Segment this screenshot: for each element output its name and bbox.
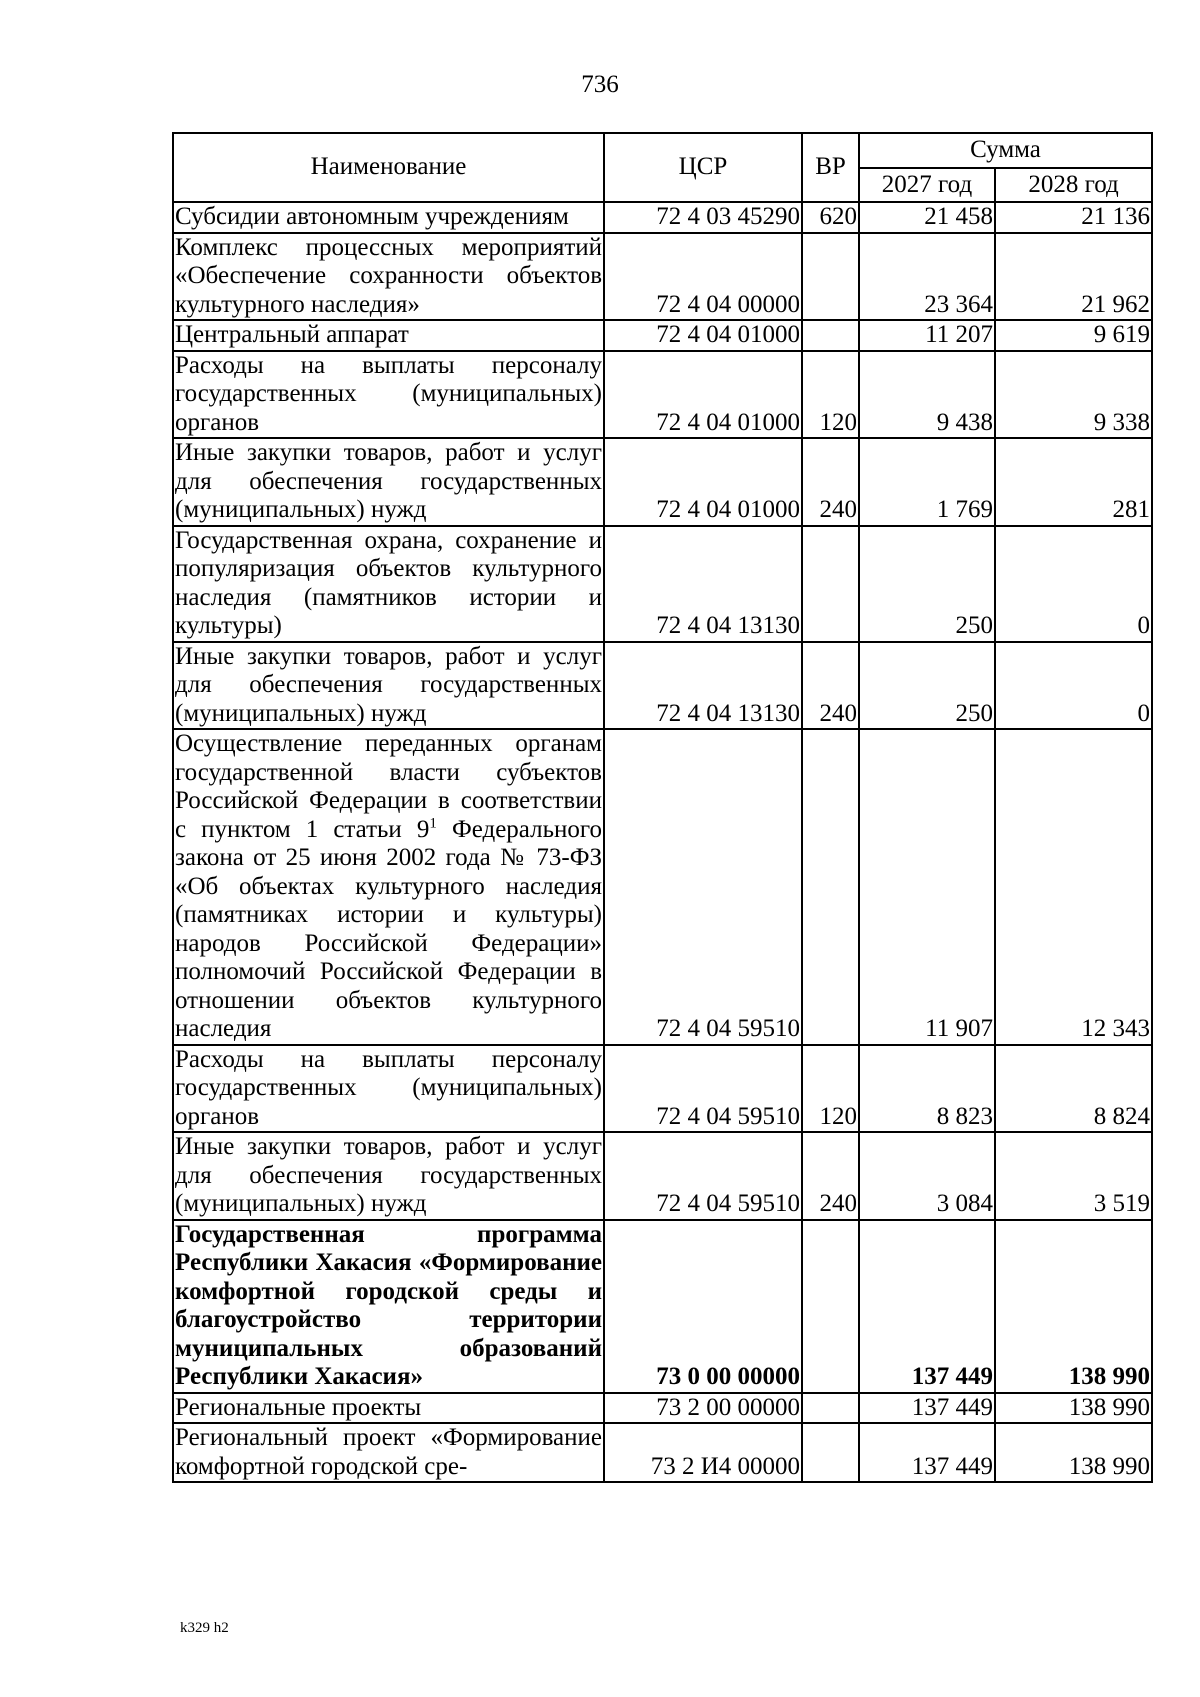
row-name: Иные закупки товаров, работ и услуг для обеспечения государственных (муниципальных) нужд <box>173 1132 604 1220</box>
header-year-2028: 2028 год <box>995 168 1152 203</box>
row-name <box>173 729 604 1045</box>
row-sum-2027: 250 <box>859 642 995 730</box>
row-sum-2027: 11 907 <box>859 729 995 1045</box>
row-csr: 72 4 04 13130 <box>604 642 802 730</box>
row-sum-2027: 11 207 <box>859 320 995 351</box>
row-sum-2027: 137 449 <box>859 1393 995 1424</box>
header-year-2027: 2027 год <box>859 168 995 203</box>
row-name: Иные закупки товаров, работ и услуг для обеспечения государственных (муниципальных) нужд <box>173 642 604 730</box>
row-vr: 240 <box>802 642 859 730</box>
row-vr <box>802 233 859 321</box>
row-name-part2: Федерального закона от 25 июня 2002 года № 73-ФЗ «Об объектах культурного наследия (памятниках истории и культуры) народов Российской Федерации» полномочий Российской Федерации в отношении объектов культурного наследия <box>175 815 602 1042</box>
header-sum: Сумма <box>859 133 1152 168</box>
row-sum-2028: 138 990 <box>995 1393 1152 1424</box>
row-name: Субсидии автономным учреждениям <box>173 202 604 233</box>
header-vr: ВР <box>802 133 859 202</box>
row-vr <box>802 1423 859 1482</box>
row-sum-2028: 8 824 <box>995 1045 1152 1133</box>
row-sum-2028: 12 343 <box>995 729 1152 1045</box>
row-sum-2028: 21 962 <box>995 233 1152 321</box>
row-vr: 240 <box>802 438 859 526</box>
header-name: Наименование <box>173 133 604 202</box>
row-name: Расходы на выплаты персоналу государственных (муниципальных) органов <box>173 1045 604 1133</box>
row-sum-2028: 138 990 <box>995 1220 1152 1393</box>
row-sum-2028: 0 <box>995 642 1152 730</box>
table-row <box>173 320 1152 351</box>
row-name: Региональный проект «Формирование комфортной городской сре- <box>173 1423 604 1482</box>
row-sum-2028: 9 338 <box>995 351 1152 439</box>
table-row <box>173 526 1152 642</box>
row-sum-2027: 137 449 <box>859 1423 995 1482</box>
row-csr: 72 4 04 01000 <box>604 320 802 351</box>
row-csr: 72 4 03 45290 <box>604 202 802 233</box>
row-vr <box>802 526 859 642</box>
row-vr <box>802 320 859 351</box>
footer-document-code: k329 h2 <box>180 1620 229 1636</box>
row-csr: 72 4 04 59510 <box>604 1132 802 1220</box>
table-row <box>173 729 1152 1045</box>
table-row <box>173 1393 1152 1424</box>
row-csr: 73 0 00 00000 <box>604 1220 802 1393</box>
row-sum-2027: 137 449 <box>859 1220 995 1393</box>
table-row <box>173 1132 1152 1220</box>
row-sum-2028: 3 519 <box>995 1132 1152 1220</box>
row-sum-2027: 23 364 <box>859 233 995 321</box>
row-name: Иные закупки товаров, работ и услуг для обеспечения государственных (муниципальных) нужд <box>173 438 604 526</box>
row-name: Комплекс процессных мероприятий «Обеспечение сохранности объектов культурного наследия» <box>173 233 604 321</box>
row-name: Государственная охрана, сохранение и популяризация объектов культурного наследия (памятников истории и культуры) <box>173 526 604 642</box>
row-sum-2027: 1 769 <box>859 438 995 526</box>
row-sum-2028: 0 <box>995 526 1152 642</box>
row-sum-2027: 250 <box>859 526 995 642</box>
table-header-row <box>173 133 1152 168</box>
table-row <box>173 1423 1152 1482</box>
row-csr: 73 2 И4 00000 <box>604 1423 802 1482</box>
row-name: Региональные проекты <box>173 1393 604 1424</box>
row-vr: 120 <box>802 351 859 439</box>
footnote-superscript: 1 <box>429 815 437 832</box>
table-row <box>173 642 1152 730</box>
row-vr: 620 <box>802 202 859 233</box>
row-csr: 72 4 04 01000 <box>604 438 802 526</box>
row-sum-2028: 281 <box>995 438 1152 526</box>
table-row <box>173 351 1152 439</box>
row-name: Расходы на выплаты персоналу государственных (муниципальных) органов <box>173 351 604 439</box>
row-sum-2027: 8 823 <box>859 1045 995 1133</box>
row-csr: 72 4 04 00000 <box>604 233 802 321</box>
table-row <box>173 233 1152 321</box>
table-row <box>173 202 1152 233</box>
row-csr: 72 4 04 59510 <box>604 729 802 1045</box>
row-csr: 72 4 04 01000 <box>604 351 802 439</box>
row-sum-2027: 9 438 <box>859 351 995 439</box>
row-csr: 72 4 04 13130 <box>604 526 802 642</box>
table-row <box>173 438 1152 526</box>
row-vr: 120 <box>802 1045 859 1133</box>
row-csr: 73 2 00 00000 <box>604 1393 802 1424</box>
row-name: Государственная программа Республики Хакасия «Формирование комфортной городской среды и благоустройство территории муниципальных образований Республики Хакасия» <box>173 1220 604 1393</box>
table-row <box>173 1045 1152 1133</box>
row-csr: 72 4 04 59510 <box>604 1045 802 1133</box>
row-sum-2027: 3 084 <box>859 1132 995 1220</box>
table-row-program-total <box>173 1220 1152 1393</box>
row-vr: 240 <box>802 1132 859 1220</box>
row-sum-2028: 9 619 <box>995 320 1152 351</box>
row-sum-2027: 21 458 <box>859 202 995 233</box>
page-number: 736 <box>581 71 619 98</box>
row-vr <box>802 1220 859 1393</box>
row-vr <box>802 729 859 1045</box>
budget-table <box>172 132 1153 1483</box>
row-name-part1: Осуществление переданных органам государственной власти субъектов Российской Федерации в соответствии с пунктом 1 статьи 9 <box>175 730 602 843</box>
row-name: Центральный аппарат <box>173 320 604 351</box>
row-sum-2028: 21 136 <box>995 202 1152 233</box>
header-csr: ЦСР <box>604 133 802 202</box>
row-vr <box>802 1393 859 1424</box>
row-sum-2028: 138 990 <box>995 1423 1152 1482</box>
